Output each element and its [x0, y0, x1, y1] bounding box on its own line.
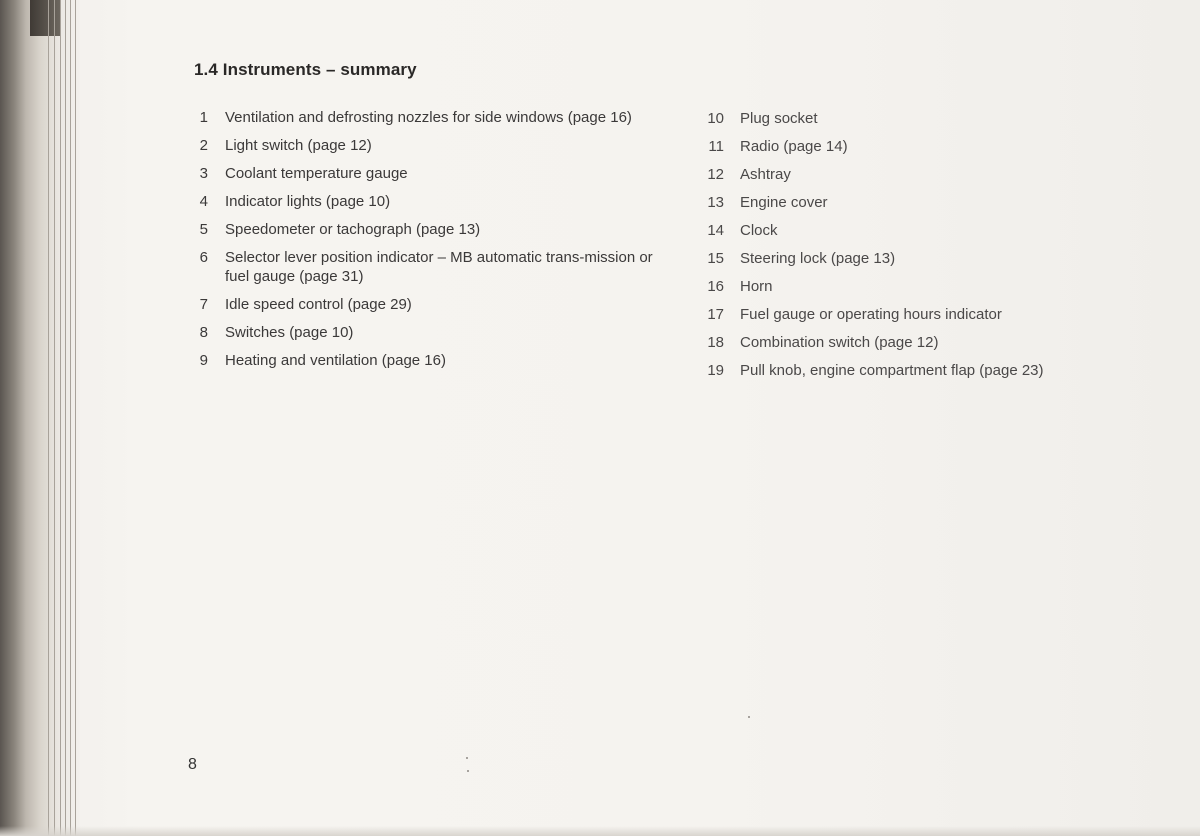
item-number: 15 — [707, 250, 724, 267]
paper-speck — [748, 716, 750, 718]
item-number: 12 — [707, 166, 724, 183]
item-text: Plug socket — [740, 110, 818, 127]
list-item — [194, 351, 664, 370]
list-item — [700, 165, 1120, 184]
paper-speck — [466, 757, 468, 759]
binding-shadow — [30, 0, 60, 36]
item-number: 14 — [707, 222, 724, 239]
item-number: 9 — [199, 352, 208, 369]
item-number: 19 — [707, 362, 724, 379]
list-item — [700, 249, 1120, 268]
item-text: Pull knob, engine compartment flap (page 23) — [740, 362, 1044, 379]
list-item — [700, 193, 1120, 212]
item-text: Idle speed control (page 29) — [225, 296, 412, 313]
item-text: Speedometer or tachograph (page 13) — [225, 221, 481, 238]
list-item — [194, 136, 664, 155]
item-text: Radio (page 14) — [740, 138, 848, 155]
item-text: Switches (page 10) — [225, 324, 354, 341]
item-number: 10 — [707, 110, 724, 127]
paper-speck — [467, 770, 469, 772]
page-edge-line — [65, 0, 66, 836]
item-number: 2 — [199, 137, 208, 154]
page-edge-line — [70, 0, 71, 836]
item-text: Horn — [740, 278, 773, 295]
item-text: Engine cover — [740, 194, 828, 211]
list-item — [700, 137, 1120, 156]
book-binding-edge — [0, 0, 80, 836]
list-item — [700, 221, 1120, 240]
item-number: 4 — [199, 193, 208, 210]
item-text: Fuel gauge or operating hours indicator — [740, 306, 1002, 323]
page-edge-line — [60, 0, 61, 836]
list-item — [194, 220, 664, 239]
list-item — [700, 305, 1120, 324]
item-number: 7 — [199, 296, 208, 313]
item-number: 17 — [707, 306, 724, 323]
item-number: 3 — [199, 165, 208, 182]
page-bottom-shadow — [0, 826, 1200, 836]
page-number: 8 — [188, 756, 197, 773]
item-number: 11 — [708, 138, 724, 155]
item-text: Selector lever position indicator – MB automatic trans-mission or fuel gauge (page 31) — [225, 249, 653, 285]
instruments-list-right — [700, 109, 1120, 389]
list-item — [194, 192, 664, 211]
list-item — [194, 248, 664, 286]
list-item — [194, 108, 664, 127]
item-text: Steering lock (page 13) — [740, 250, 896, 267]
item-number: 8 — [199, 324, 208, 341]
list-item — [700, 333, 1120, 352]
instruments-list-left — [194, 108, 664, 379]
item-text: Heating and ventilation (page 16) — [225, 352, 446, 369]
page-edge-line — [48, 0, 49, 836]
item-text: Coolant temperature gauge — [225, 165, 408, 182]
page-edge-line — [75, 0, 76, 836]
list-item — [700, 109, 1120, 128]
item-number: 13 — [707, 194, 724, 211]
item-number: 6 — [199, 249, 208, 266]
item-text: Light switch (page 12) — [225, 137, 372, 154]
item-text: Combination switch (page 12) — [740, 334, 939, 351]
section-title: 1.4 Instruments – summary — [194, 60, 417, 79]
item-number: 1 — [199, 109, 208, 126]
list-item — [194, 164, 664, 183]
list-item — [194, 323, 664, 342]
list-item — [700, 361, 1120, 380]
item-text: Ashtray — [740, 166, 791, 183]
item-number: 5 — [199, 221, 208, 238]
list-item — [700, 277, 1120, 296]
item-text: Ventilation and defrosting nozzles for side windows (page 16) — [225, 109, 632, 126]
item-text: Clock — [740, 222, 778, 239]
item-number: 16 — [707, 278, 724, 295]
page-edge-line — [54, 0, 55, 836]
item-number: 18 — [707, 334, 724, 351]
list-item — [194, 295, 664, 314]
item-text: Indicator lights (page 10) — [225, 193, 391, 210]
